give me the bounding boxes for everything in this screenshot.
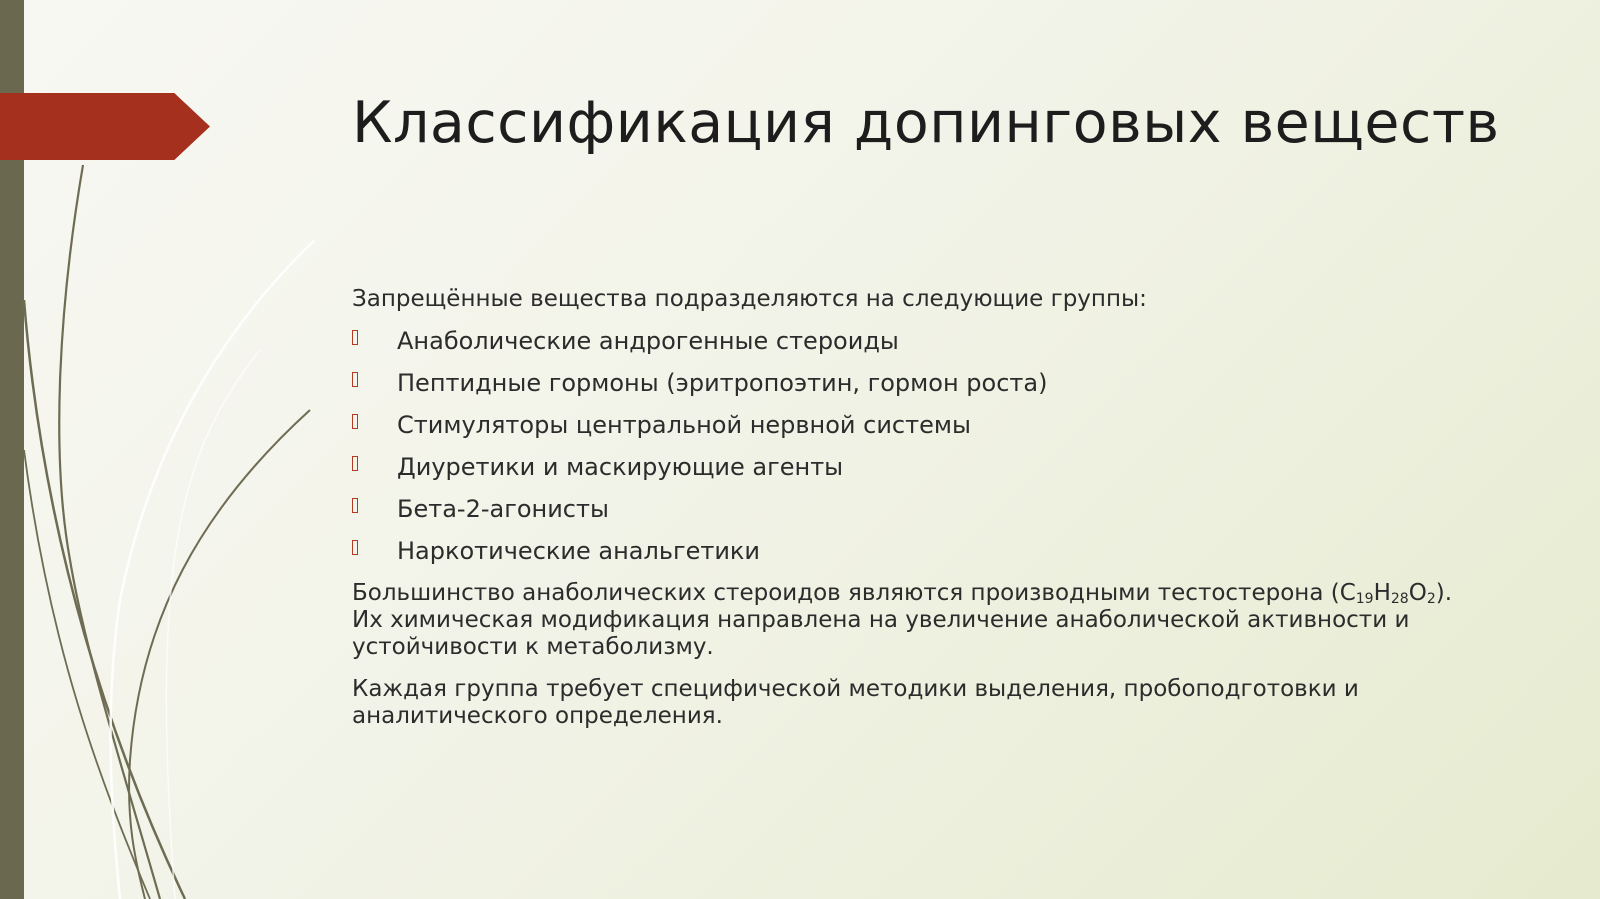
bullet-list [352, 328, 1482, 565]
formula-subscript: 28 [1390, 591, 1409, 607]
square-outline-bullet-icon [352, 372, 358, 387]
para-text: Большинство анаболических стероидов являются производными тестостерона (C [352, 580, 1356, 606]
list-item [352, 328, 1482, 355]
slide-content [352, 286, 1482, 745]
list-item-label: Анаболические андрогенные стероиды [397, 327, 899, 355]
para-text: ). Их химическая модификация направлена на увеличение анаболической активности и устойчивости к метаболизму. [352, 580, 1453, 660]
formula-element: H [1373, 580, 1391, 606]
list-item-label: Пептидные гормоны (эритропоэтин, гормон роста) [397, 369, 1048, 397]
square-outline-bullet-icon [352, 456, 358, 471]
methods-paragraph: Каждая группа требует специфической методики выделения, пробоподготовки и аналитического определения. [352, 676, 1359, 729]
list-item [352, 496, 1482, 523]
list-item [352, 412, 1482, 439]
list-item-label: Диуретики и маскирующие агенты [397, 453, 844, 481]
square-outline-bullet-icon [352, 330, 358, 345]
list-item-label: Стимуляторы центральной нервной системы [397, 411, 971, 439]
red-arrow-banner [0, 93, 210, 160]
intro-text: Запрещённые вещества подразделяются на следующие группы: [352, 286, 1147, 312]
square-outline-bullet-icon [352, 498, 358, 513]
square-outline-bullet-icon [352, 540, 358, 555]
list-item [352, 454, 1482, 481]
list-item [352, 370, 1482, 397]
square-outline-bullet-icon [352, 414, 358, 429]
formula-subscript: 19 [1355, 591, 1374, 607]
formula-subscript: 2 [1426, 591, 1436, 607]
list-item [352, 538, 1482, 565]
steroids-paragraph [352, 580, 1482, 661]
formula-element: O [1408, 580, 1427, 606]
list-item-label: Бета-2-агонисты [397, 495, 609, 523]
list-item-label: Наркотические анальгетики [397, 537, 761, 565]
slide-title: Классификация допинговых веществ [352, 90, 1500, 156]
